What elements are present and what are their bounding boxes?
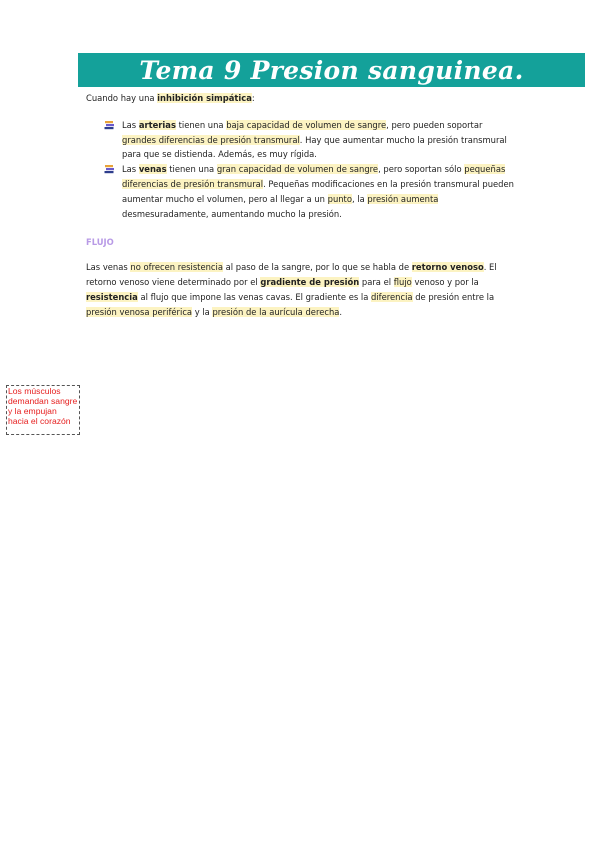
intro-highlight: inhibición simpática xyxy=(157,93,252,103)
book-stack-icon xyxy=(104,164,115,174)
page-title: Tema 9 Presion sanguinea. xyxy=(139,55,524,85)
highlight: presión venosa periférica xyxy=(86,306,193,317)
section-heading-flujo: FLUJO xyxy=(86,237,114,248)
text: , la xyxy=(351,193,368,204)
bullet-item-venas xyxy=(122,162,516,221)
text: . El retorno venoso viene determinado por el xyxy=(86,262,497,287)
highlight: baja capacidad de volumen de sangre xyxy=(226,119,387,130)
text: Las venas xyxy=(86,262,131,273)
text: tienen una xyxy=(166,164,217,175)
highlight: gran capacidad de volumen de sangre xyxy=(216,164,379,175)
text: y la xyxy=(192,306,213,317)
title-banner xyxy=(78,53,585,87)
book-stack-icon xyxy=(104,120,115,130)
highlight: venas xyxy=(138,164,167,175)
highlight: presión aumenta xyxy=(367,193,439,204)
text: al flujo que impone las venas cavas. El gradiente es la xyxy=(137,291,372,302)
text: . xyxy=(339,306,343,317)
document-body xyxy=(86,91,516,319)
flujo-paragraph xyxy=(86,260,516,319)
intro-paragraph xyxy=(86,91,516,106)
intro-text: Cuando hay una xyxy=(86,93,158,103)
text: tienen una xyxy=(175,119,227,130)
text: desmesuradamente, aumentando mucho la presión. xyxy=(122,208,342,219)
highlight: punto xyxy=(327,193,352,204)
highlight: grandes diferencias de presión transmural xyxy=(122,134,300,145)
intro-text: : xyxy=(251,93,255,103)
highlight: presión de la aurícula derecha xyxy=(212,306,340,317)
highlight: flujo xyxy=(393,276,412,287)
highlight: arterias xyxy=(138,119,176,130)
highlight: no ofrecen resistencia xyxy=(130,262,223,273)
text: venoso y por la xyxy=(411,276,479,287)
text: Las xyxy=(122,164,139,175)
text: . Hay que aumentar mucho la presión transmural para que se distienda. Además, es muy rígida. xyxy=(122,134,507,160)
highlight: retorno venoso xyxy=(411,262,484,273)
highlight: pequeñas diferencias de presión transmural xyxy=(122,164,506,189)
text: Las xyxy=(122,119,139,130)
bullet-item-arterias xyxy=(122,118,516,162)
margin-note: Los músculos demandan sangre y la empujan hacia el corazón xyxy=(6,385,80,435)
text: para el xyxy=(359,276,394,287)
text: , pero soportan sólo xyxy=(378,164,465,175)
text: de presión entre la xyxy=(412,291,495,302)
highlight: diferencia xyxy=(371,291,413,302)
highlight: resistencia xyxy=(86,291,138,302)
text: . Pequeñas modificaciones en la presión transmural pueden aumentar mucho el volumen, pero al llegar a un xyxy=(122,178,514,204)
text: , pero pueden soportar xyxy=(386,119,483,130)
highlight: gradiente de presión xyxy=(260,276,360,287)
bullet-list xyxy=(86,118,516,222)
text: al paso de la sangre, por lo que se habla de xyxy=(223,262,412,273)
